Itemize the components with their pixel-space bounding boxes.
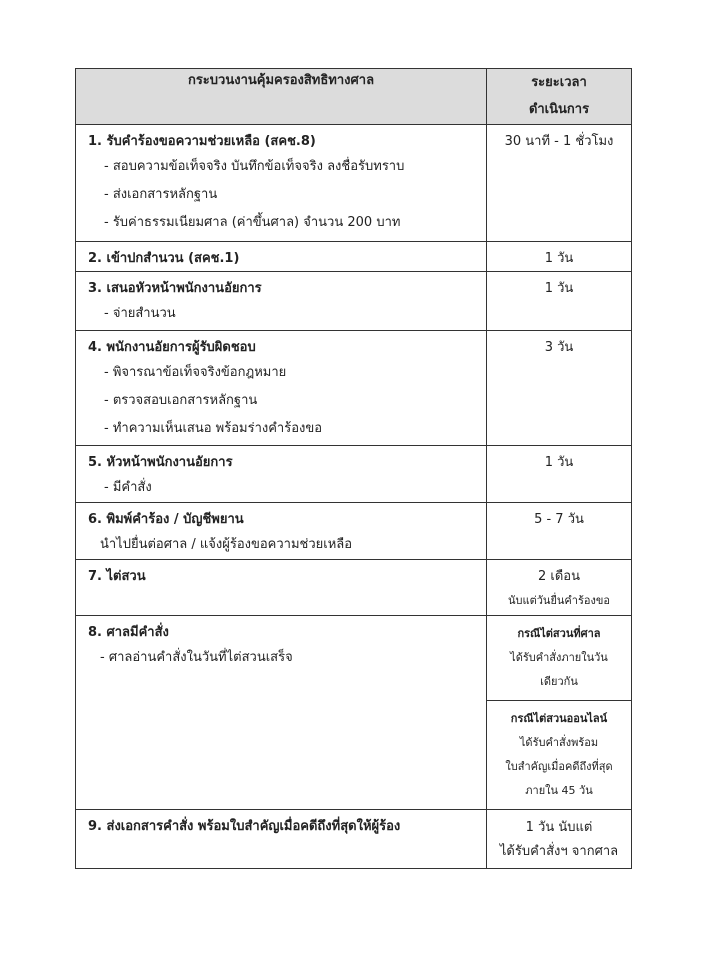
step-item: - ศาลอ่านคำสั่งในวันที่ไต่สวนเสร็จ bbox=[100, 650, 293, 665]
step-title: 3. เสนอหัวหน้าพนักงานอัยการ bbox=[88, 281, 262, 296]
step-cell bbox=[76, 272, 487, 331]
header-process: กระบวนงานคุ้มครองสิทธิทางศาล bbox=[76, 69, 487, 125]
table-row bbox=[76, 272, 632, 331]
case-title: กรณีไต่สวนที่ศาล bbox=[517, 627, 601, 640]
step-item: - มีคำสั่ง bbox=[104, 480, 152, 495]
step-title: 8. ศาลมีคำสั่ง bbox=[88, 625, 169, 640]
step-time bbox=[487, 560, 631, 614]
time-cell bbox=[487, 125, 632, 242]
case-court bbox=[487, 616, 631, 700]
time-cell bbox=[487, 331, 632, 446]
step-item: นำไปยื่นต่อศาล / แจ้งผู้ร้องขอความช่วยเหลือ bbox=[100, 537, 353, 552]
case-line: ภายใน 45 วัน bbox=[525, 784, 593, 797]
case-line: ได้รับคำสั่งภายในวัน bbox=[510, 651, 608, 664]
step-title: 4. พนักงานอัยการผู้รับผิดชอบ bbox=[88, 340, 256, 355]
table-row bbox=[76, 242, 632, 272]
step-title: 6. พิมพ์คำร้อง / บัญชีพยาน bbox=[88, 512, 244, 527]
step-cell bbox=[76, 503, 487, 560]
case-line: ใบสำคัญเมื่อคดีถึงที่สุด bbox=[505, 760, 613, 773]
process-table bbox=[75, 68, 632, 869]
step-item: - ตรวจสอบเอกสารหลักฐาน bbox=[104, 393, 258, 408]
step-title: 7. ไต่สวน bbox=[88, 569, 146, 584]
step-time: 1 วัน bbox=[544, 251, 574, 266]
table-row bbox=[76, 446, 632, 503]
step-cell bbox=[76, 446, 487, 503]
step-cell bbox=[76, 125, 487, 242]
time-cell bbox=[487, 616, 632, 810]
step-time-line2: ได้รับคำสั่งฯ จากศาล bbox=[499, 844, 619, 859]
step-time: 30 นาที - 1 ชั่วโมง bbox=[504, 134, 614, 149]
step-time: 5 - 7 วัน bbox=[534, 512, 584, 527]
step-item: - พิจารณาข้อเท็จจริงข้อกฎหมาย bbox=[104, 365, 287, 380]
case-line: เดียวกัน bbox=[540, 675, 578, 688]
header-time-line2: ดำเนินการ bbox=[528, 102, 590, 117]
table-row bbox=[76, 560, 632, 616]
step-cell bbox=[76, 616, 487, 810]
case-online bbox=[487, 701, 631, 809]
time-cell bbox=[487, 446, 632, 503]
step-item: - ทำความเห็นเสนอ พร้อมร่างคำร้องขอ bbox=[104, 421, 323, 436]
step-cell bbox=[76, 242, 487, 272]
case-online-court bbox=[487, 616, 631, 701]
step-time: 3 วัน bbox=[544, 340, 574, 355]
time-cell bbox=[487, 272, 632, 331]
case-online-body bbox=[487, 701, 631, 809]
step-title: 9. ส่งเอกสารคำสั่ง พร้อมใบสำคัญเมื่อคดีถึงที่สุดให้ผู้ร้อง bbox=[88, 819, 401, 834]
step-cell bbox=[76, 331, 487, 446]
table-row bbox=[76, 331, 632, 446]
step-cell bbox=[76, 810, 487, 869]
step-time: 1 วัน bbox=[544, 281, 574, 296]
header-time bbox=[487, 69, 632, 125]
step-item: - จ่ายสำนวน bbox=[104, 306, 176, 321]
step-time-value: 2 เดือน bbox=[538, 569, 580, 584]
step-time: 1 วัน bbox=[544, 455, 574, 470]
case-title: กรณีไต่สวนออนไลน์ bbox=[510, 712, 608, 725]
time-cell bbox=[487, 810, 632, 869]
time-cell bbox=[487, 503, 632, 560]
case-line: ได้รับคำสั่งพร้อม bbox=[519, 736, 599, 749]
step-item: - ส่งเอกสารหลักฐาน bbox=[104, 187, 218, 202]
step-title: 2. เข้าปกสำนวน (สคช.1) bbox=[88, 251, 240, 266]
step-title: 5. หัวหน้าพนักงานอัยการ bbox=[88, 455, 233, 470]
table-row bbox=[76, 503, 632, 560]
table-row bbox=[76, 125, 632, 242]
table-row bbox=[76, 616, 632, 810]
step-item: - รับค่าธรรมเนียมศาล (ค่าขึ้นศาล) จำนวน 200 บาท bbox=[104, 215, 401, 230]
header-time-line1: ระยะเวลา bbox=[531, 75, 587, 90]
step-time-value: 1 วัน นับแต่ bbox=[525, 820, 593, 835]
step-time bbox=[487, 810, 631, 868]
step-time-note: นับแต่วันยื่นคำร้องขอ bbox=[508, 594, 610, 607]
table-header-row bbox=[76, 69, 632, 125]
step-cell bbox=[76, 560, 487, 616]
step-item: - สอบความข้อเท็จจริง บันทึกข้อเท็จจริง ลงชื่อรับทราบ bbox=[104, 159, 405, 174]
time-cell bbox=[487, 242, 632, 272]
table-row bbox=[76, 810, 632, 869]
step-title: 1. รับคำร้องขอความช่วยเหลือ (สคช.8) bbox=[88, 134, 316, 149]
time-cell bbox=[487, 560, 632, 616]
